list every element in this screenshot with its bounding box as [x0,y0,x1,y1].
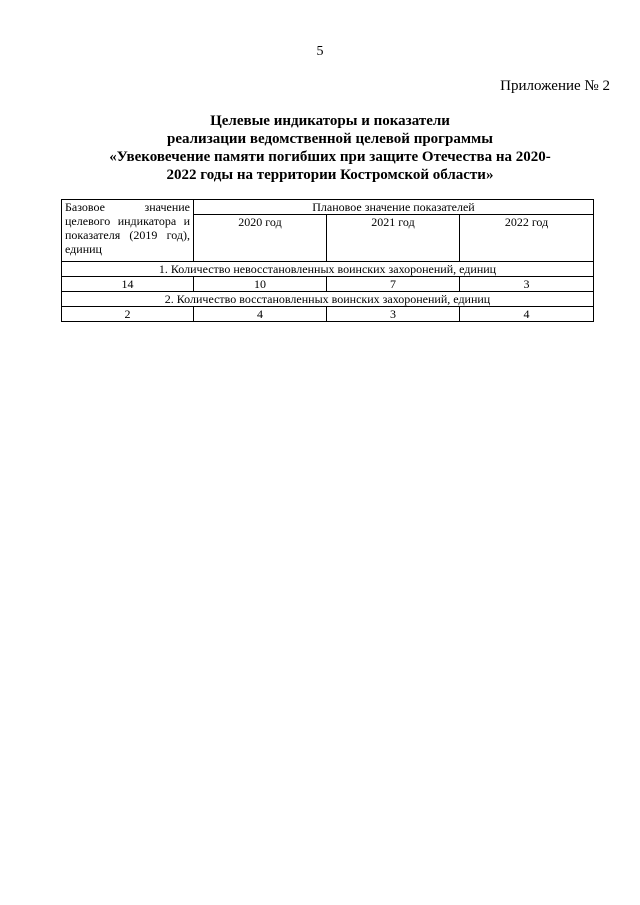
section-2-value-2022: 4 [460,307,594,322]
table-row [62,277,594,292]
indicators-table [61,199,594,322]
section-2-value-2021: 3 [327,307,460,322]
title-line-3: «Увековечение памяти погибших при защите Отечества на 2020- [109,149,551,165]
table-section-row [62,292,594,307]
year-header-2022: 2022 год [460,215,594,262]
title-line-1: Целевые индикаторы и показатели [210,113,450,129]
table-header-row [62,200,594,215]
section-2-value-2020: 4 [194,307,327,322]
appendix-label: Приложение № 2 [500,78,610,94]
page-number: 5 [316,44,324,59]
table-row [62,307,594,322]
section-1-value-2021: 7 [327,277,460,292]
year-header-2020: 2020 год [194,215,327,262]
section-1-value-2020: 10 [194,277,327,292]
document-title [60,112,600,184]
section-title-2: 2. Количество восстановленных воинских захоронений, единиц [62,292,594,307]
table-section-row [62,262,594,277]
base-value-header: Базовое значение целевого индикатора и показателя (2019 год), единиц [62,200,194,262]
title-line-4: 2022 годы на территории Костромской области» [166,167,494,183]
section-1-value-2022: 3 [460,277,594,292]
section-title-1: 1. Количество невосстановленных воинских захоронений, единиц [62,262,594,277]
section-2-base-value: 2 [62,307,194,322]
plan-value-header: Плановое значение показателей [194,200,594,215]
title-line-2: реализации ведомственной целевой программы [167,131,493,147]
year-header-2021: 2021 год [327,215,460,262]
section-1-base-value: 14 [62,277,194,292]
